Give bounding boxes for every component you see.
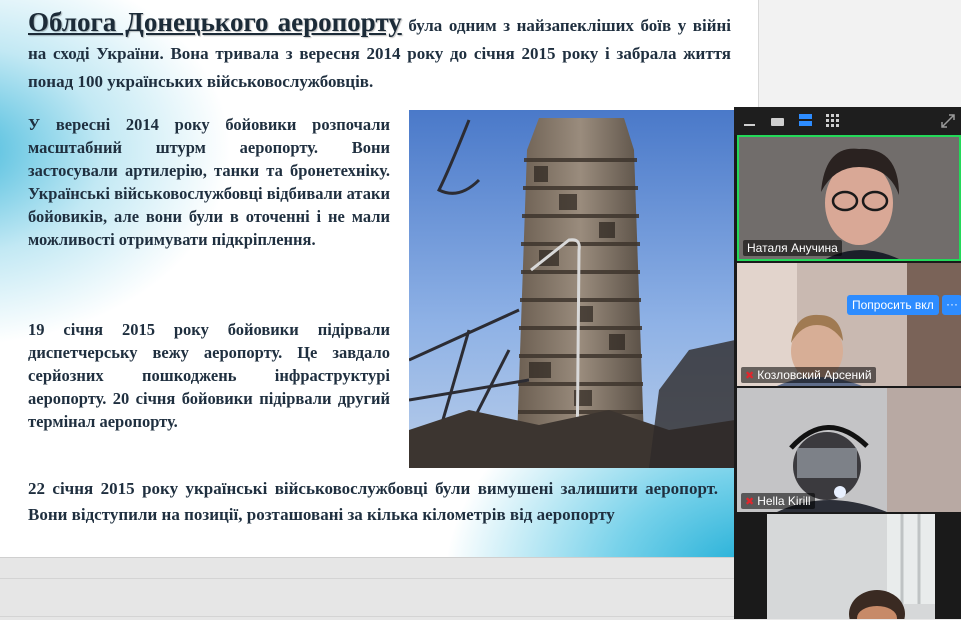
paragraph-assault: У вересні 2014 року бойовики розпочали масштабний штурм аеропорту. Вони застосували артилерію, танки та бронетехніку. Українські військовослужбовці відбивали атаки бойовиків, але вони були в оточенні і не мали можливості отримувати підкріплення. (28, 115, 390, 249)
gallery-view-icon[interactable] (825, 113, 841, 129)
participant-name: ✖ Hella Kirill (741, 493, 815, 509)
paragraph-tower: 19 січня 2015 року бойовики підірвали диспетчерську вежу аеропорту. Це завдало серйозних пошкоджень інфраструктурі аеропорту. 20 січня бойовики підірвали другий термінал аеропорту. (28, 320, 390, 431)
expand-icon[interactable] (940, 113, 956, 129)
muted-mic-icon: ✖ (745, 370, 755, 382)
minimize-icon[interactable] (742, 113, 758, 129)
speaker-view-icon[interactable] (798, 113, 814, 129)
video-tile-1[interactable] (737, 135, 961, 261)
video-participants-panel (734, 107, 961, 619)
single-view-icon[interactable] (770, 113, 786, 129)
muted-mic-icon: ✖ (745, 496, 755, 508)
slide-title: Облога Донецького аеропорту (28, 7, 402, 37)
paragraph-retreat: 22 січня 2015 року українські військовослужбовці були вимушені залишити аеропорт. Вони відступили на позиції, розташовані за кілька кілометрів від аеропорту (28, 479, 718, 524)
slide-navigation-area (0, 557, 758, 620)
video-tile-3[interactable] (737, 388, 961, 512)
airport-tower-photo (409, 110, 735, 468)
video-tile-2[interactable] (737, 263, 961, 386)
video-panel-toolbar (734, 107, 961, 135)
more-options-button[interactable]: ··· (942, 295, 961, 315)
ask-to-unmute-button[interactable]: Попросить вкл (847, 295, 939, 315)
intro-paragraph (28, 8, 731, 96)
participant-name: ✖ Козловский Арсений (741, 367, 876, 383)
intro-text: була одним з найзапекліших боїв у війні на сході України. Вона тривала з вересня 2014 року до січня 2015 року і забрала життя понад 100 українських військовослужбовців. (28, 16, 732, 91)
video-tile-4[interactable] (737, 514, 961, 619)
participant-name: Наталя Анучина (743, 240, 842, 256)
app-background (758, 0, 961, 107)
